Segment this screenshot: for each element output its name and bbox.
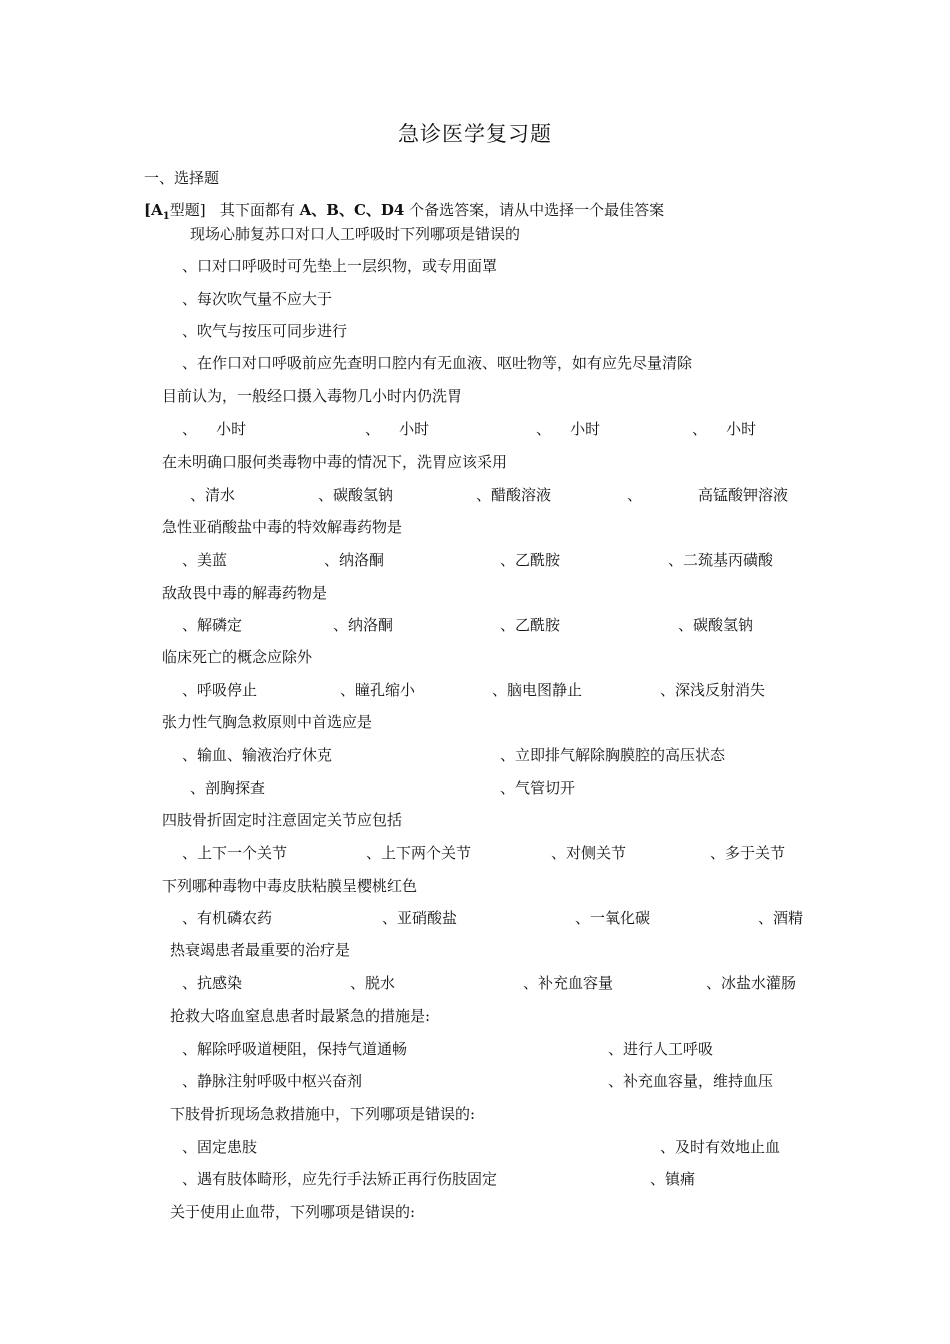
option: 、固定患肢 — [182, 1138, 258, 1156]
option: 、乙酰胺 — [500, 616, 561, 634]
option: 、纳洛酮 — [324, 551, 385, 569]
instruction-text-1: 其下面都有 — [219, 201, 300, 219]
option: 高锰酸钾溶液 — [698, 486, 789, 504]
option: 、及时有效地止血 — [660, 1138, 781, 1156]
option: 、冰盐水灌肠 — [706, 974, 797, 992]
question-stem: 敌敌畏中毒的解毒药物是 — [162, 584, 328, 602]
option: 、立即排气解除胸膜腔的高压状态 — [500, 746, 726, 764]
option: 、美蓝 — [182, 551, 228, 569]
instruction-text-2: 个备选答案，请从中选择一个最佳答案 — [404, 201, 665, 219]
option: 、镇痛 — [650, 1170, 696, 1188]
option: 、解除呼吸道梗阻，保持气道通畅 — [182, 1040, 408, 1058]
option: 、脑电图静止 — [492, 681, 583, 699]
option: 、呼吸停止 — [182, 681, 258, 699]
option: 、清水 — [190, 486, 236, 504]
option: 、遇有肢体畸形，应先行手法矫正再行伤肢固定 — [182, 1170, 498, 1188]
question-stem: 在未明确口服何类毒物中毒的情况下，洗胃应该采用 — [162, 453, 508, 471]
option: 、补充血容量，维持血压 — [608, 1072, 774, 1090]
section-heading: 一、选择题 — [144, 169, 220, 187]
document-title: 急诊医学复习题 — [398, 122, 552, 146]
option: 、脱水 — [350, 974, 396, 992]
option: 、上下一个关节 — [182, 844, 288, 862]
option: 、酒精 — [758, 909, 804, 927]
instruction-line — [144, 200, 664, 227]
option: 、纳洛酮 — [333, 616, 394, 634]
question-type-suffix: 型题] — [169, 201, 206, 219]
option: 、解磷定 — [182, 616, 243, 634]
option: 、吹气与按压可同步进行 — [182, 322, 348, 340]
option: 、 小时 — [536, 420, 601, 438]
question-stem: 抢救大咯血窒息患者时最紧急的措施是: — [170, 1007, 431, 1025]
option: 、补充血容量 — [523, 974, 614, 992]
question-stem: 下肢骨折现场急救措施中，下列哪项是错误的: — [170, 1105, 476, 1123]
option: 、输血、输液治疗休克 — [182, 746, 333, 764]
option: 、 小时 — [182, 420, 247, 438]
question-stem: 急性亚硝酸盐中毒的特效解毒药物是 — [162, 518, 403, 536]
question-stem: 现场心肺复苏口对口人工呼吸时下列哪项是错误的 — [190, 225, 521, 243]
option: 、碳酸氢钠 — [318, 486, 394, 504]
option: 、亚硝酸盐 — [382, 909, 458, 927]
option: 、上下两个关节 — [366, 844, 472, 862]
option: 、碳酸氢钠 — [678, 616, 754, 634]
option: 、二巯基丙磺酸 — [668, 551, 774, 569]
option: 、每次吹气量不应大于 — [182, 290, 333, 308]
option: 、 小时 — [365, 420, 430, 438]
question-stem: 四肢骨折固定时注意固定关节应包括 — [162, 811, 403, 829]
option: 、在作口对口呼吸前应先查明口腔内有无血液、呕吐物等，如有应先尽量清除 — [182, 354, 693, 372]
option: 、进行人工呼吸 — [608, 1040, 714, 1058]
option: 、多于关节 — [710, 844, 786, 862]
question-stem: 下列哪种毒物中毒皮肤粘膜呈樱桃红色 — [162, 877, 418, 895]
question-type-sub: 1 — [162, 211, 170, 222]
option: 、剖胸探查 — [190, 779, 266, 797]
question-stem: 热衰竭患者最重要的治疗是 — [170, 941, 351, 959]
option: 、口对口呼吸时可先垫上一层织物，或专用面罩 — [182, 257, 498, 275]
option: 、 — [627, 486, 643, 504]
option: 、 小时 — [692, 420, 757, 438]
question-stem: 目前认为，一般经口摄入毒物几小时内仍洗胃 — [162, 387, 463, 405]
option: 、瞳孔缩小 — [340, 681, 416, 699]
question-type-prefix: [A — [144, 201, 163, 219]
option: 、乙酰胺 — [500, 551, 561, 569]
option: 、静脉注射呼吸中枢兴奋剂 — [182, 1072, 363, 1090]
option: 、醋酸溶液 — [476, 486, 552, 504]
option: 、有机磷农药 — [182, 909, 273, 927]
option: 、对侧关节 — [551, 844, 627, 862]
option: 、抗感染 — [182, 974, 243, 992]
option: 、气管切开 — [500, 779, 576, 797]
option: 、深浅反射消失 — [660, 681, 766, 699]
question-stem: 张力性气胸急救原则中首选应是 — [162, 713, 373, 731]
question-stem: 关于使用止血带，下列哪项是错误的: — [170, 1203, 416, 1221]
option: 、一氧化碳 — [575, 909, 651, 927]
question-stem: 临床死亡的概念应除外 — [162, 648, 313, 666]
instruction-text-bold: A、B、C、D4 — [299, 201, 405, 219]
